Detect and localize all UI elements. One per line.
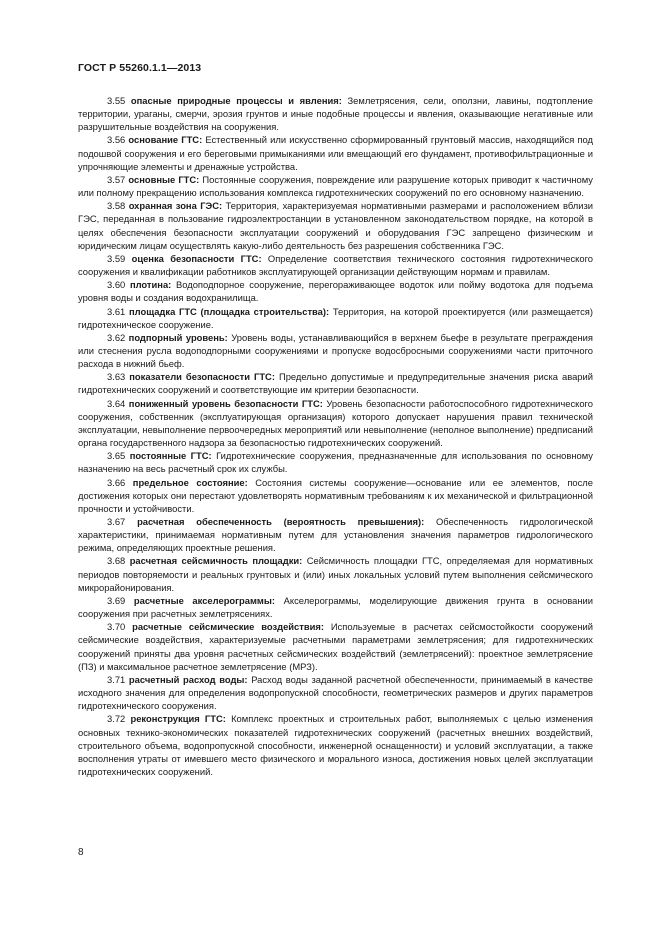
definition-entry	[78, 173, 593, 199]
definition-entry	[78, 515, 593, 554]
entry-definition: Состояния системы сооружение—основание или ее элементов, после достижения которых они перестают удовлетворять нормативным требованиям к их механической и фильтрационной прочности и устойчивости.	[78, 476, 593, 514]
entry-definition: Землетрясения, сели, оползни, лавины, подтопление территории, ураганы, смерчи, эрозия грунтов и иные подобные процессы и явления, оказывающие негативные или разрушительные воздействия на сооружения.	[78, 95, 594, 133]
entry-term: основание ГТС:	[128, 134, 203, 146]
entry-definition: Сейсмичность площадки ГТС, определяемая для нормативных периодов повторяемости и реальных грунтовых и (или) иных локальных условий путем выполнения сейсмического микрорайонирования.	[78, 555, 593, 593]
entry-number: 3.59	[107, 252, 126, 264]
entry-definition: Предельно допустимые и предупредительные значения риска аварий гидротехнических сооружений и соответствующие им критерии безопасности.	[78, 371, 593, 396]
entry-term: пониженный уровень безопасности ГТС:	[128, 397, 323, 409]
entry-number: 3.61	[107, 305, 126, 317]
document-header: ГОСТ Р 55260.1.1—2013	[78, 62, 202, 74]
definition-entry	[78, 673, 593, 712]
entry-term: основные ГТС:	[128, 173, 200, 185]
entry-term: расчетная обеспеченность (вероятность превышения):	[137, 516, 425, 527]
entry-number: 3.66	[107, 476, 126, 488]
definition-entry	[78, 199, 593, 252]
entry-number: 3.56	[107, 134, 126, 146]
definition-entry	[78, 620, 593, 673]
entry-definition: Естественный или искусственно сформированный грунтовый массив, находящийся под подошвой сооружения и его береговыми примыканиями или вмещающий его фундамент, противофильтрационные и упрочняющие элементы и дренажные устройства.	[78, 134, 593, 172]
entry-term: расчетный расход воды:	[128, 673, 248, 685]
entry-term: опасные природные процессы и явления:	[130, 95, 342, 106]
entry-definition: Территория, на которой проектируется (или размещается) гидротехническое сооружение.	[78, 305, 593, 330]
entry-term: площадка ГТС (площадка строительства):	[128, 305, 330, 317]
definitions-list	[78, 94, 593, 778]
entry-term: оценка безопасности ГТС:	[131, 252, 262, 264]
entry-definition: Обеспеченность гидрологической характеристики, принимаемая нормативным путем для установления значения параметров гидрологического режима, определяющих проектные решения.	[78, 516, 594, 554]
entry-term: расчетные сейсмические воздействия:	[132, 621, 324, 633]
entry-definition: Комплекс проектных и строительных работ, выполняемых с целью изменения основных технико-экономических показателей гидротехнических сооружений (расчетных внешних воздействий, строительного объема, водопропускной способности, инженерной оснащенности) и условий эксплуатации, а также восполнения утраты от имевшего место физического и морального износа, достижения новых целей эксплуатации гидротехнических сооружений.	[78, 713, 594, 777]
definition-entry	[78, 133, 593, 172]
definition-entry	[78, 370, 593, 396]
definition-entry	[78, 252, 593, 278]
entry-definition: Расход воды заданной расчетной обеспеченности, принимаемый в качестве исходного значения для определения водопропускной способности, геометрических размеров и других параметров гидротехнического сооружения.	[78, 673, 594, 712]
entry-number: 3.65	[107, 450, 126, 462]
entry-definition: Уровень воды, устанавливающийся в верхнем бьефе в результате преграждения или стеснения русла водоподпорными сооружениями и пропуске водосбросными сооружениями части приточного расхода в нижний бьеф.	[78, 331, 593, 370]
entry-term: постоянные ГТС:	[129, 450, 212, 462]
definition-entry	[78, 449, 593, 475]
entry-definition: Акселерограммы, моделирующие движения грунта в основании сооружения при расчетных землетрясениях.	[78, 594, 594, 620]
definition-entry	[78, 554, 593, 593]
page-number: 8	[78, 847, 84, 858]
entry-number: 3.69	[107, 594, 126, 606]
entry-number: 3.60	[107, 279, 126, 291]
entry-term: плотина:	[129, 279, 172, 291]
definition-entry	[78, 278, 593, 304]
entry-number: 3.72	[107, 713, 126, 725]
entry-number: 3.63	[107, 371, 126, 383]
entry-definition: Гидротехнические сооружения, предназначенные для использования по основному назначению на весь расчетный срок их службы.	[78, 450, 593, 475]
definition-entry	[78, 397, 593, 450]
entry-term: расчетные акселерограммы:	[133, 594, 275, 606]
entry-number: 3.67	[107, 516, 126, 527]
entry-number: 3.64	[107, 397, 126, 409]
entry-number: 3.57	[107, 173, 126, 185]
entry-number: 3.58	[107, 200, 126, 212]
definition-entry	[78, 331, 593, 370]
entry-number: 3.71	[107, 673, 126, 685]
entry-definition: Постоянные сооружения, повреждение или разрушение которых приводит к частичному или полному прекращению использования комплекса гидротехнических сооружений по его основному назначению.	[78, 173, 593, 199]
entry-definition: Определение соответствия технического состояния гидротехнического сооружения и квалификации работников эксплуатирующей организации действующим нормам и правилам.	[78, 252, 593, 278]
definition-entry	[78, 712, 593, 778]
entry-term: подпорный уровень:	[128, 331, 228, 343]
entry-term: реконструкция ГТС:	[130, 713, 226, 725]
entry-term: расчетная сейсмичность площадки:	[129, 555, 303, 567]
definition-entry	[78, 305, 593, 331]
entry-number: 3.68	[107, 555, 126, 567]
entry-term: предельное состояние:	[132, 476, 248, 488]
entry-number: 3.70	[107, 621, 126, 633]
entry-number: 3.55	[107, 95, 126, 106]
entry-definition: Используемые в расчетах сейсмостойкости сооружений сейсмические воздействия, характеризуемые расчетными параметрами землетрясения; для гидротехнических сооружений приняты два уровня расчетных сейсмических воздействий (землетрясений): проектное землетрясение (ПЗ) и максимальное расчетное землетрясение (МРЗ).	[78, 621, 593, 672]
entry-term: охранная зона ГЭС:	[128, 200, 223, 212]
definition-entry	[78, 476, 593, 515]
entry-term: показатели безопасности ГТС:	[129, 371, 275, 383]
definition-entry	[78, 594, 593, 620]
entry-definition: Водоподпорное сооружение, перегораживающее водоток или пойму водотока для подъема уровня воды и создания водохранилища.	[78, 279, 594, 304]
entry-number: 3.62	[107, 331, 126, 343]
entry-definition: Уровень безопасности работоспособного гидротехнического сооружения, собственник (эксплуатирующая организация) которого допускает нарушения правил технической эксплуатации, невыполнение первоочередных мероприятий или невыполнение (неполное выполнение) предписаний органа государственного надзора за безопасностью гидротехнических сооружений.	[78, 397, 593, 449]
entry-definition: Территория, характеризуемая нормативными размерами и расположением вблизи ГЭС, переданная в пользование гидроэлектростанции в установленном законодательством порядке, на которой в целях обеспечения безопасности эксплуатации сооружений и оборудования ГЭС запрещено физическим и юридическим лицам осуществлять какую-либо деятельность без разрешения собственника ГЭС.	[78, 200, 594, 251]
definition-entry	[78, 94, 593, 133]
